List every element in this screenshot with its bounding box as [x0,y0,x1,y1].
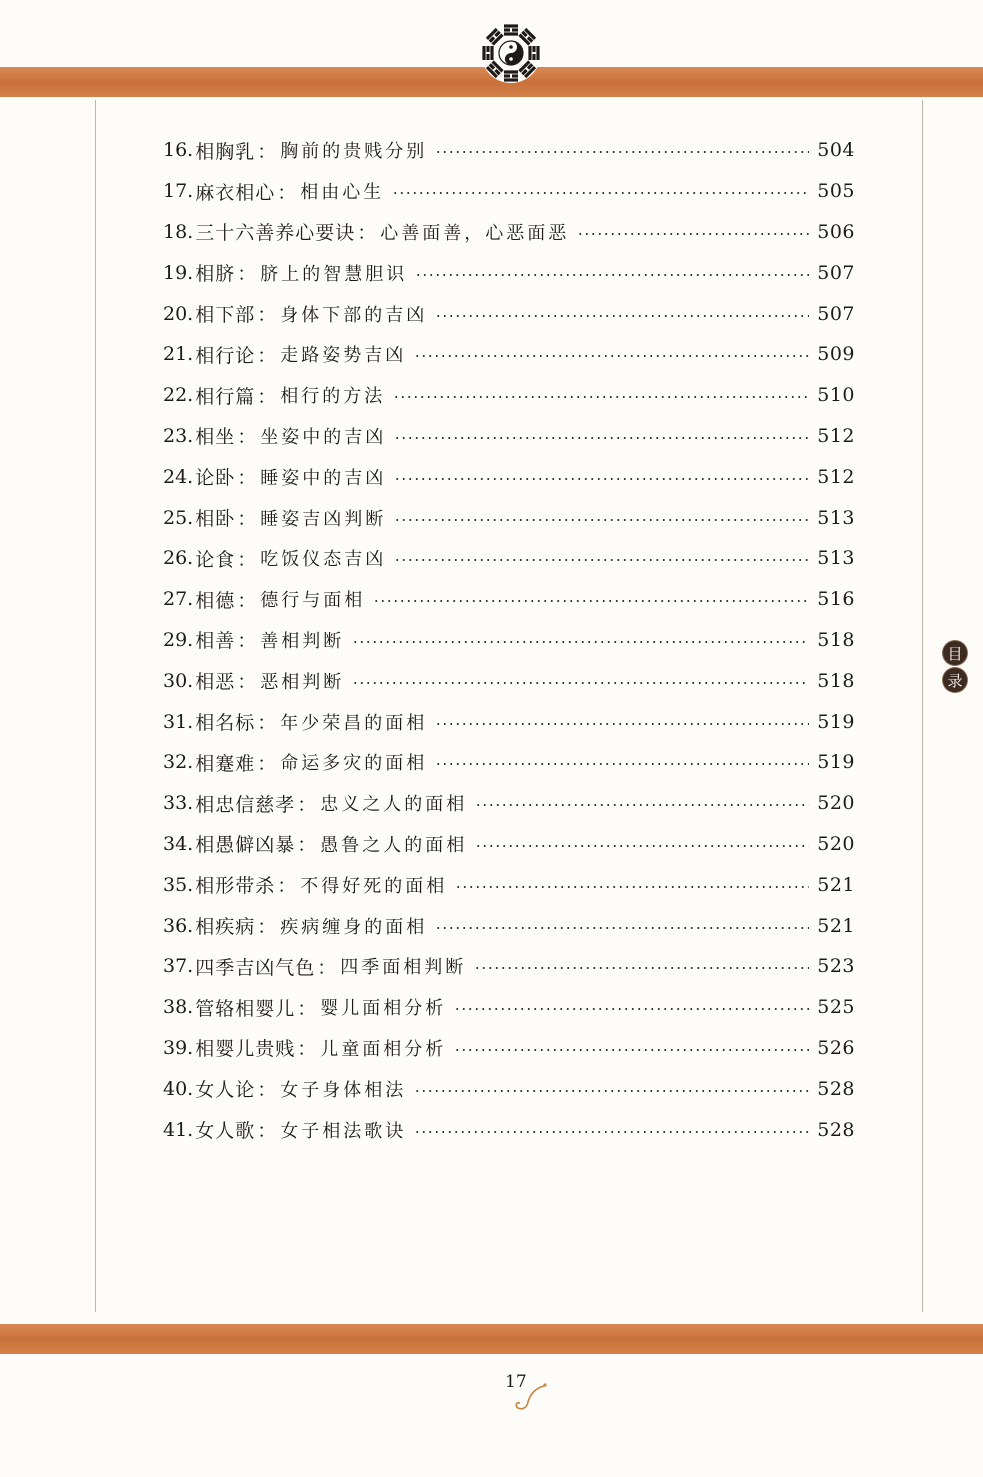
entry-page-number: 513 [817,506,855,529]
entry-title: 麻衣相心 [195,181,276,204]
dot-leader [394,519,809,521]
entry-subtitle: 四季面相判断 [340,957,467,979]
entry-title: 女人论 [195,1079,256,1102]
entry-separator: ： [257,1120,277,1143]
toc-entry[interactable] [163,252,855,293]
entry-number: 25. [163,506,194,529]
entry-page-number: 505 [817,180,855,203]
entry-number: 24. [163,465,194,488]
entry-page-number: 520 [817,832,855,855]
entry-separator: ： [297,1038,317,1061]
entry-separator: ： [237,589,257,612]
entry-separator: ： [237,508,257,531]
entry-page-number: 512 [817,424,855,447]
dot-leader [373,600,809,602]
entry-subtitle: 婴儿面相分析 [320,998,447,1020]
dot-leader [435,151,809,153]
entry-subtitle: 忠义之人的面相 [320,794,468,816]
toc-entry[interactable] [163,538,855,579]
dot-leader [394,559,809,561]
entry-number: 36. [163,914,194,937]
entry-title: 相愚僻凶暴 [195,834,296,857]
entry-number: 21. [163,343,194,366]
entry-number: 20. [163,302,194,325]
entry-subtitle: 女子身体相法 [280,1079,407,1101]
dot-leader [577,233,809,235]
entry-number: 41. [163,1118,194,1141]
entry-subtitle: 相由心生 [300,182,385,204]
dot-leader [392,192,809,194]
entry-page-number: 518 [817,669,855,692]
entry-separator: ： [297,997,317,1020]
entry-title: 相胸乳 [195,140,256,163]
entry-separator: ： [257,140,277,163]
entry-title: 相形带杀 [195,875,276,898]
dot-leader [435,927,809,929]
side-tab-char: 录 [943,668,967,692]
entry-page-number: 528 [817,1118,855,1141]
entry-title: 相善 [195,630,236,653]
entry-number: 29. [163,628,194,651]
entry-number: 33. [163,792,194,815]
entry-separator: ： [257,385,277,408]
dot-leader [414,1090,809,1092]
dot-leader [414,1131,809,1133]
entry-page-number: 510 [817,384,855,407]
toc-entry[interactable] [163,1068,855,1109]
dot-leader [475,845,809,847]
toc-entry[interactable] [163,497,855,538]
toc-entry[interactable] [163,456,855,497]
entry-page-number: 507 [817,261,855,284]
footer-band [0,1324,983,1354]
dot-leader [454,1008,809,1010]
frame-line-left [95,100,96,1312]
dot-leader [435,315,809,317]
entry-title: 管辂相婴儿 [195,997,296,1020]
dot-leader [454,1049,809,1051]
entry-page-number: 513 [817,547,855,570]
entry-title: 相婴儿贵贱 [195,1038,296,1061]
entry-separator: ： [277,181,297,204]
entry-separator: ： [257,304,277,327]
dot-leader [475,804,809,806]
toc-entry[interactable] [163,1109,855,1150]
dot-leader [435,723,809,725]
entry-number: 26. [163,547,194,570]
entry-page-number: 509 [817,343,855,366]
entry-number: 40. [163,1077,194,1100]
entry-title: 相下部 [195,304,256,327]
entry-subtitle: 睡姿吉凶判断 [260,508,387,530]
entry-title: 女人歌 [195,1120,256,1143]
entry-title: 相蹇难 [195,752,256,775]
side-tab-contents[interactable] [943,641,967,692]
entry-page-number: 507 [817,302,855,325]
entry-page-number: 520 [817,792,855,815]
entry-separator: ： [237,671,257,694]
dot-leader [394,437,809,439]
entry-number: 16. [163,139,194,162]
toc-entry[interactable] [163,212,855,253]
entry-separator: ： [257,752,277,775]
dot-leader [393,396,809,398]
entry-subtitle: 疾病缠身的面相 [280,916,428,938]
entry-title: 相坐 [195,426,236,449]
entry-page-number: 506 [817,220,855,243]
toc-entry[interactable] [163,864,855,905]
entry-number: 18. [163,220,194,243]
entry-number: 31. [163,710,194,733]
toc-entry[interactable] [163,171,855,212]
entry-page-number: 519 [817,710,855,733]
entry-page-number: 528 [817,1077,855,1100]
entry-separator: ： [357,222,377,245]
entry-title: 相恶 [195,671,236,694]
entry-separator: ： [297,793,317,816]
toc-entry[interactable] [163,946,855,987]
entry-separator: ： [277,875,297,898]
entry-separator: ： [257,712,277,735]
entry-page-number: 516 [817,588,855,611]
toc-entry[interactable] [163,905,855,946]
entry-page-number: 526 [817,1036,855,1059]
entry-number: 32. [163,751,194,774]
entry-separator: ： [237,263,257,286]
entry-subtitle: 坐姿中的吉凶 [260,426,387,448]
entry-number: 30. [163,669,194,692]
dot-leader [435,763,809,765]
entry-page-number: 523 [817,955,855,978]
entry-title: 相疾病 [195,916,256,939]
toc-entry[interactable] [163,701,855,742]
dot-leader [352,682,809,684]
toc-entry[interactable] [163,1028,855,1069]
table-of-contents [163,130,855,1150]
entry-subtitle: 女子相法歌诀 [280,1120,407,1142]
entry-subtitle: 胸前的贵贱分别 [280,141,428,163]
entry-title: 三十六善养心要诀 [195,222,356,245]
entry-subtitle: 走路姿势吉凶 [280,345,407,367]
entry-separator: ： [237,548,257,571]
dot-leader [414,355,809,357]
toc-entry[interactable] [163,375,855,416]
entry-separator: ： [297,834,317,857]
bagua-yinyang-icon [480,22,542,84]
entry-separator: ： [237,426,257,449]
side-tab-char: 目 [943,641,967,665]
entry-page-number: 525 [817,996,855,1019]
toc-entry[interactable] [163,579,855,620]
toc-entry[interactable] [163,742,855,783]
toc-entry[interactable] [163,416,855,457]
entry-number: 27. [163,588,194,611]
entry-title: 相行篇 [195,385,256,408]
entry-page-number: 518 [817,628,855,651]
entry-number: 39. [163,1036,194,1059]
entry-separator: ： [257,1079,277,1102]
entry-separator: ： [317,956,337,979]
entry-subtitle: 吃饭仪态吉凶 [260,549,387,571]
entry-number: 19. [163,261,194,284]
entry-subtitle: 心善面善，心恶面恶 [380,222,570,244]
entry-title: 相德 [195,589,236,612]
entry-separator: ： [237,467,257,490]
entry-subtitle: 德行与面相 [260,590,366,612]
entry-title: 相忠信慈孝 [195,793,296,816]
entry-title: 论食 [195,548,236,571]
entry-number: 35. [163,873,194,896]
flourish-icon [508,1378,548,1414]
entry-page-number: 512 [817,465,855,488]
entry-subtitle: 愚鲁之人的面相 [320,834,468,856]
entry-page-number: 521 [817,873,855,896]
toc-entry[interactable] [163,334,855,375]
entry-number: 37. [163,955,194,978]
entry-number: 38. [163,996,194,1019]
entry-subtitle: 相行的方法 [280,386,386,408]
entry-subtitle: 身体下部的吉凶 [280,304,428,326]
entry-separator: ： [257,344,277,367]
entry-title: 相行论 [195,344,256,367]
entry-subtitle: 儿童面相分析 [320,1038,447,1060]
entry-title: 论卧 [195,467,236,490]
dot-leader [415,274,809,276]
toc-entry[interactable] [163,824,855,865]
toc-entry[interactable] [163,783,855,824]
entry-number: 23. [163,424,194,447]
dot-leader [474,967,809,969]
entry-page-number: 519 [817,751,855,774]
entry-subtitle: 恶相判断 [260,671,345,693]
entry-subtitle: 年少荣昌的面相 [280,712,428,734]
entry-subtitle: 善相判断 [260,630,345,652]
dot-leader [394,478,809,480]
entry-title: 四季吉凶气色 [195,956,316,979]
entry-subtitle: 睡姿中的吉凶 [260,467,387,489]
entry-page-number: 504 [817,139,855,162]
entry-separator: ： [257,916,277,939]
toc-entry[interactable] [163,293,855,334]
dot-leader [455,886,809,888]
entry-page-number: 521 [817,914,855,937]
entry-subtitle: 脐上的智慧胆识 [260,263,408,285]
entry-number: 34. [163,832,194,855]
entry-title: 相卧 [195,508,236,531]
entry-subtitle: 命运多灾的面相 [280,753,428,775]
entry-subtitle: 不得好死的面相 [300,875,448,897]
toc-entry[interactable] [163,620,855,661]
toc-entry[interactable] [163,987,855,1028]
dot-leader [352,641,809,643]
entry-title: 相名标 [195,712,256,735]
entry-number: 22. [163,384,194,407]
entry-title: 相脐 [195,263,236,286]
page-number: 17 [505,1372,527,1392]
toc-entry[interactable] [163,130,855,171]
toc-entry[interactable] [163,660,855,701]
entry-number: 17. [163,180,194,203]
entry-separator: ： [237,630,257,653]
frame-line-right [922,100,923,1312]
